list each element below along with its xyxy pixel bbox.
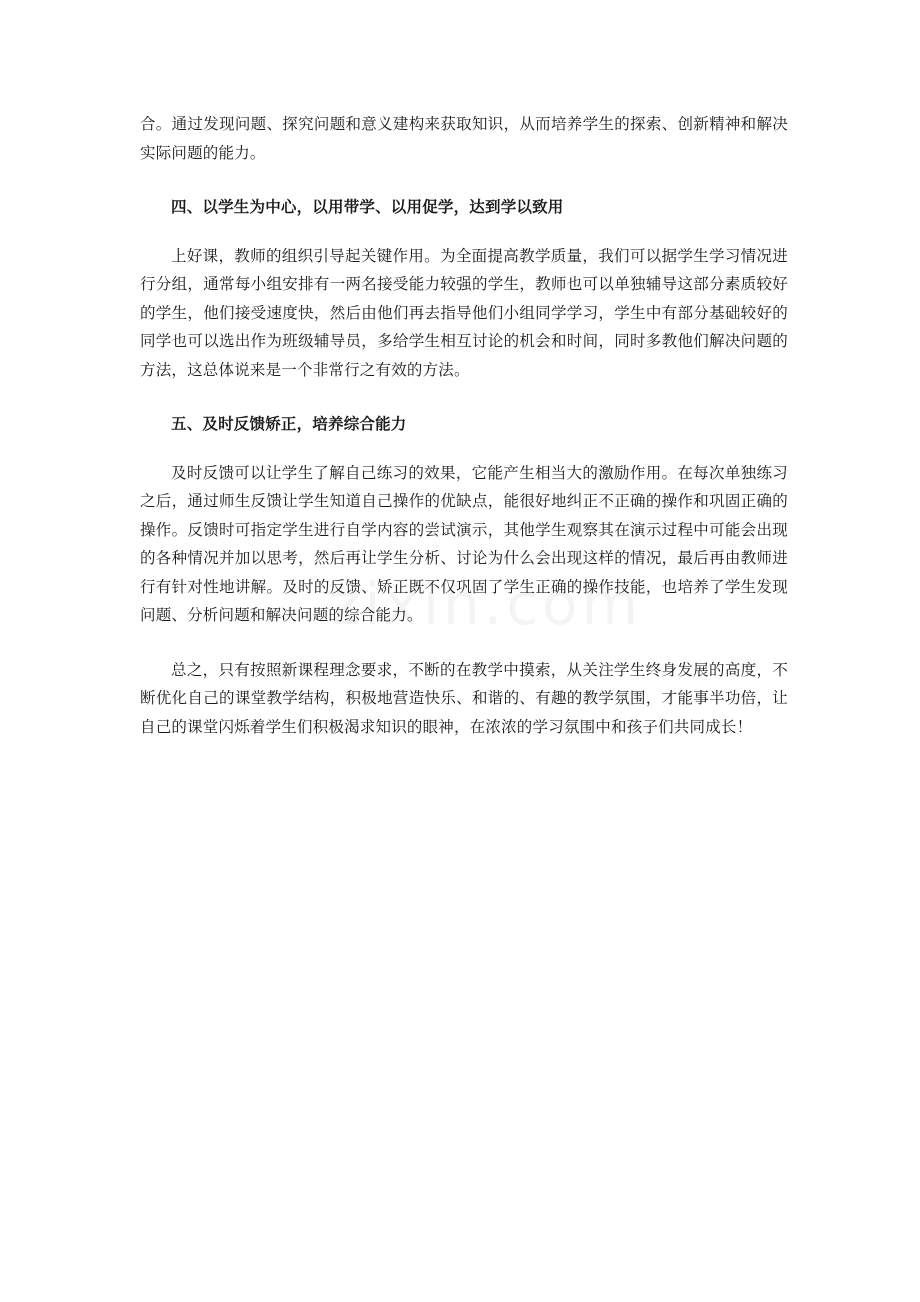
paragraph-section-5: 及时反馈可以让学生了解自己练习的效果，它能产生相当大的激励作用。在每次单独练习之后，通过师生反馈让学生知道自己操作的优缺点，能很好地纠正不正确的操作和巩固正确的操作。反馈时可指定学生进行自学内容的尝试演示，其他学生观察其在演示过程中可能会出现的各种情况并加以思考，然后再让学生分析、讨论为什么会出现这样的情况，最后再由教师进行有针对性地讲解。及时的反馈、矫正既不仅巩固了学生正确的操作技能，也培养了学生发现问题、分析问题和解决问题的综合能力。 [140, 463, 788, 624]
section-heading-4: 四、以学生为中心，以用带学、以用促学，达到学以致用 [171, 197, 564, 216]
document-page [140, 110, 788, 741]
paragraph-conclusion: 总之，只有按照新课程理念要求，不断的在教学中摸索，从关注学生终身发展的高度，不断优化自己的课堂教学结构，积极地营造快乐、和谐的、有趣的教学氛围，才能事半功倍，让自己的课堂闪烁着学生们积极渴求知识的眼神，在浓浓的学习氛围中和孩子们共同成长！ [140, 660, 788, 736]
paragraph-intro-continuation: 合。通过发现问题、探究问题和意义建构来获取知识，从而培养学生的探索、创新精神和解决实际问题的能力。 [140, 115, 788, 162]
paragraph-section-4: 上好课，教师的组织引导起关键作用。为全面提高教学质量，我们可以据学生学习情况进行分组，通常每小组安排有一两名接受能力较强的学生，教师也可以单独辅导这部分素质较好的学生，他们接受速度快，然后由他们再去指导他们小组同学学习，学生中有部分基础较好的同学也可以选出作为班级辅导员，多给学生相互讨论的机会和时间，同时多教他们解决问题的方法，这总体说来是一个非常行之有效的方法。 [140, 246, 788, 379]
section-heading-5: 五、及时反馈矫正，培养综合能力 [171, 414, 407, 433]
